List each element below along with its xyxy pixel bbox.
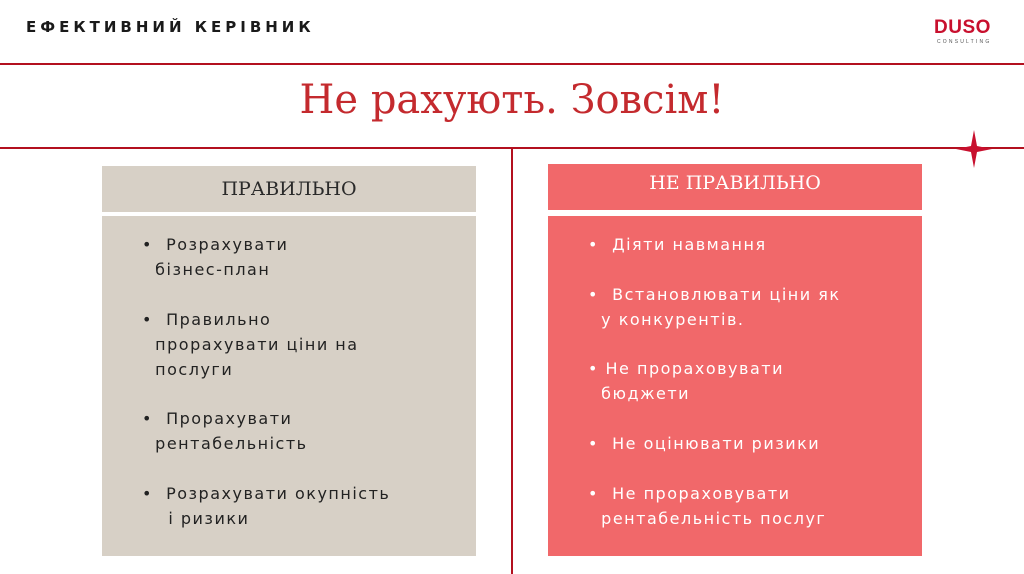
correct-list-panel <box>102 216 476 556</box>
sparkle-star-icon <box>956 130 992 168</box>
top-divider <box>0 63 1024 65</box>
duso-logo <box>934 18 1004 58</box>
list-item: • Розрахувати окупність і ризики <box>142 484 391 528</box>
slide-title: Не рахують. Зовсім! <box>299 77 725 123</box>
list-item: • Правильно прорахувати ціни на послуги <box>142 310 359 379</box>
correct-heading: ПРАВИЛЬНО <box>102 166 476 212</box>
list-item: • Діяти навмання <box>588 235 767 254</box>
incorrect-heading: НЕ ПРАВИЛЬНО <box>548 164 922 210</box>
list-item: • Не прораховувати бюджети <box>588 359 784 403</box>
center-divider <box>511 149 513 574</box>
list-item: • Не прораховувати рентабельність послуг <box>588 484 827 528</box>
brand-title: ЕФЕКТИВНИЙ КЕРІВНИК <box>26 18 315 36</box>
list-item: • Встановлювати ціни як у конкурентів. <box>588 285 841 329</box>
top-bar <box>0 0 1024 62</box>
list-item: • Прорахувати рентабельність <box>142 409 308 453</box>
logo-subtitle: CONSULTING <box>937 39 992 45</box>
logo-word: DUSO <box>934 17 991 38</box>
list-item: • Розрахувати бізнес-план <box>142 235 289 279</box>
list-item: • Не оцінювати ризики <box>588 434 821 453</box>
incorrect-list-panel <box>548 216 922 556</box>
